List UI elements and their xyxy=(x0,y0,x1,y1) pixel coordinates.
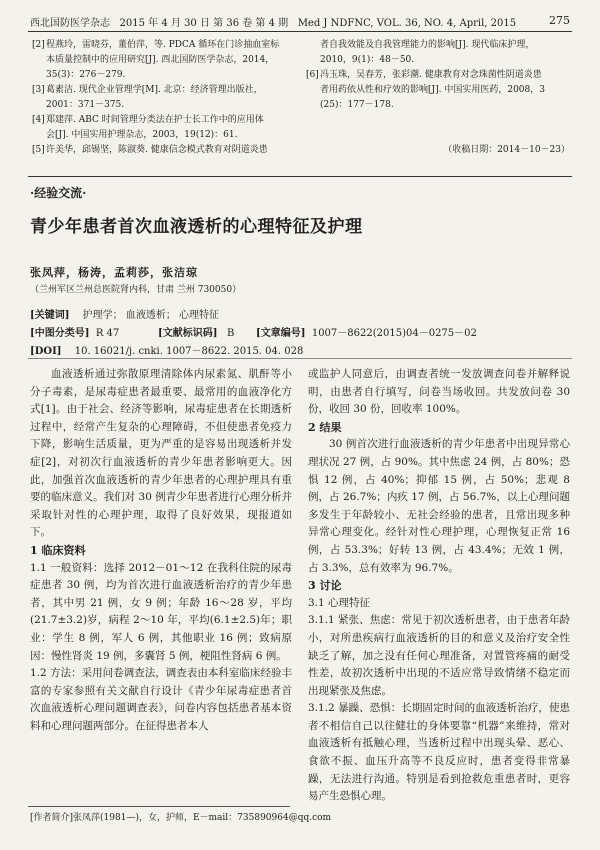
reference-number: [2] xyxy=(32,40,45,50)
authors: 张凤萍，杨涛，孟莉莎，张洁琼 xyxy=(30,266,198,279)
reference-line: 郑建萍. ABC 时间管理分类法在护士长工作中的应用体 xyxy=(46,115,264,125)
doc-code-label: [文献标识码] xyxy=(158,328,218,339)
body-left-column xyxy=(30,366,292,735)
clc-number: R 47 xyxy=(95,328,120,339)
reference-line: (25)：177－178. xyxy=(320,100,394,110)
reference-line: 程燕玲，雷晓芬，董伯萍，等. PDCA 循环在门诊抽血室标 xyxy=(46,40,280,50)
reference-number: [3] xyxy=(32,85,45,95)
meta-rule xyxy=(28,358,572,359)
reference-item xyxy=(32,38,300,83)
reference-line: 葛素洁. 现代企业管理学[M]. 北京：经济管理出版社， xyxy=(46,85,263,95)
section-label: ·经验交流· xyxy=(30,186,87,200)
article-number-label: [文章编号] xyxy=(256,328,306,339)
doi-row xyxy=(30,342,570,356)
received-date: （收稿日期：2014－10－23） xyxy=(443,145,570,155)
para-results: 30 例首次进行血液透析的青少年患者中出现异常心理状况 27 例，占 90%。其中焦虑 24 例，占 80%；恐惧 12 例，占 40%；抑郁 15 例，占 50%；悲观 8 例，占 26.7%；内疚 17 例，占 56.7%，以上心理问题多发生于年龄较小、无社会经验的患者，且常出现多种异常心理变化。经针对性心理护理，心理恢复正常 16 例，占 53.3%；好转 13 例，占 43.4%；无效 1 例，占 3.3%，总有效率为 96.7%。 xyxy=(308,438,570,574)
journal-name-cn: 西北国防医学杂志 xyxy=(30,18,110,29)
affiliation: （兰州军区兰州总医院肾内科，甘肃 兰州 730050） xyxy=(30,285,242,295)
reference-item xyxy=(32,83,300,113)
classification-row xyxy=(30,324,570,338)
reference-item xyxy=(32,113,300,143)
reference-line: 冯玉珠，吴春芳，张彩潮. 健康教育对念珠菌性阴道炎患 xyxy=(320,70,542,80)
para-methods-continued: 或监护人同意后，由调查者统一发放调查问卷并解释说明，由患者自行填写，问卷当场收回。共发放问卷 30 份，收回 30 份，回收率 100%。 xyxy=(308,368,570,416)
header-rule xyxy=(28,31,572,32)
journal-name-en: Med J NDFNC, VOL. 36, NO. 4, April, 2015 xyxy=(297,18,517,29)
author-footnote: [作者简介]张凤萍(1981—)，女，护师，E－mail：735890964@qq.com xyxy=(30,813,332,823)
page-number: 275 xyxy=(549,14,570,27)
reference-line: 者自我效能及自我管理能力的影响[J]. 现代临床护理， xyxy=(320,40,535,50)
keywords-label: [关键词] xyxy=(30,310,70,321)
reference-line: 2010，9(1)：48－50. xyxy=(320,55,415,65)
heading-results: 2 结果 xyxy=(308,420,342,434)
reference-line: 2001：371－375. xyxy=(46,100,125,110)
footnote-rule xyxy=(28,806,290,807)
para-general-data: 1.1 一般资料：选择 2012－01～12 在我科住院的尿毒症患者 30 例，均为首次进行血液透析治疗的青少年患者，其中男 21 例，女 9 例；年龄 16～28 岁，平均(21.7±3.2)岁，病程 2～10 年，平均(6.1±2.5)年；职业：学生 8 例，军人 6 例，其他职业 16 例；致病原因：慢性肾炎 19 例，多囊肾 5 例，梗阻性肾病 6 例。 xyxy=(30,561,292,662)
heading-psych-features: 3.1 心理特征 xyxy=(308,596,371,609)
reference-line: 本质量控制中的应用研究[J]. 西北国防医学杂志，2014， xyxy=(46,55,275,65)
doc-code: B xyxy=(227,328,235,339)
reference-number: [5] xyxy=(32,145,45,155)
para-methods: 1.2 方法：采用问卷调查法，调查表由本科室临床经验丰富的专家参照有关文献自行设计《青少年尿毒症患者首次血液透析心理问题调查表》，问卷内容包括患者基本资料和心理问题两部分。在征得患者本人 xyxy=(30,667,292,732)
reference-item xyxy=(306,38,572,68)
heading-discussion: 3 讨论 xyxy=(308,579,342,593)
intro-paragraph: 血液透析通过弥散原理清除体内尿素氮、肌酐等小分子毒素，是尿毒症患者最重要、最常用的血液净化方式[1]。由于社会、经济等影响，尿毒症患者在长期透析过程中，经常产生复杂的心理障碍，不但使患者免疫力下降，影响生活质量，更为严重的是容易出现透析并发症[2]，对初次行血液透析的青少年患者影响更大。因此，加强首次血液透析的青少年患者的心理护理具有重要的临床意义。我们对 30 例青少年患者进行心理分析并采取针对性的心理护理，取得了良好效果，现报道如下。 xyxy=(30,368,292,539)
reference-line: 会[J]. 中国实用护理杂志，2003，19(12)：61. xyxy=(46,130,238,140)
reference-item xyxy=(32,143,300,158)
para-anxiety: 3.1.1 紧张、焦虑：常见于初次透析患者，由于患者年龄小，对所患疾病行血液透析的目的和意义及治疗安全性缺乏了解，加之没有任何心理准备，对置管疼痛的耐受性差，故初次透析中出现的不适应常导致情绪不稳定而出现紧张及焦虑。 xyxy=(308,614,570,697)
reference-item xyxy=(306,68,572,113)
doi-label: [DOI] xyxy=(30,346,62,357)
issue-info: 2015 年 4 月 30 日 第 36 卷 第 4 期 xyxy=(119,18,289,29)
keywords: 护理学； 血液透析； 心理特征 xyxy=(82,310,220,321)
article-number: 1007－8622(2015)04－0275－02 xyxy=(311,328,477,339)
article-title: 青少年患者首次血液透析的心理特征及护理 xyxy=(30,217,363,237)
running-header xyxy=(30,14,570,29)
reference-line: 35(3)：276－279. xyxy=(46,70,126,80)
section-rule xyxy=(28,176,572,177)
reference-line: 许美华，邱锡坚，陈淑葵. 健康信念模式教育对阴道炎患 xyxy=(46,145,268,155)
body-right-column xyxy=(308,366,570,806)
para-fear: 3.1.2 暴躁、恐惧：长期固定时间的血液透析治疗，使患者不相信自己以往健壮的身体要靠“机器”来维持，常对血液透析有抵触心理，当透析过程中出现头晕、恶心、食欲不振、血压升高等不良反应时，患者变得非常暴躁，无法进行沟通。特别是看到抢救危重患者时，更容易产生恐惧心理。 xyxy=(308,702,570,803)
references-left xyxy=(32,38,300,158)
keywords-row xyxy=(30,306,570,320)
reference-line: 者用药依从性和疗效的影响[J]. 中国实用医药，2008，3 xyxy=(320,85,545,95)
clc-label: [中图分类号] xyxy=(30,328,90,339)
reference-number: [4] xyxy=(32,115,45,125)
doi-value: 10. 16021/j. cnki. 1007－8622. 2015. 04. 028 xyxy=(74,346,304,357)
reference-number: [6] xyxy=(306,70,319,80)
references-right xyxy=(306,38,572,113)
heading-clinical-data: 1 临床资料 xyxy=(30,543,86,557)
